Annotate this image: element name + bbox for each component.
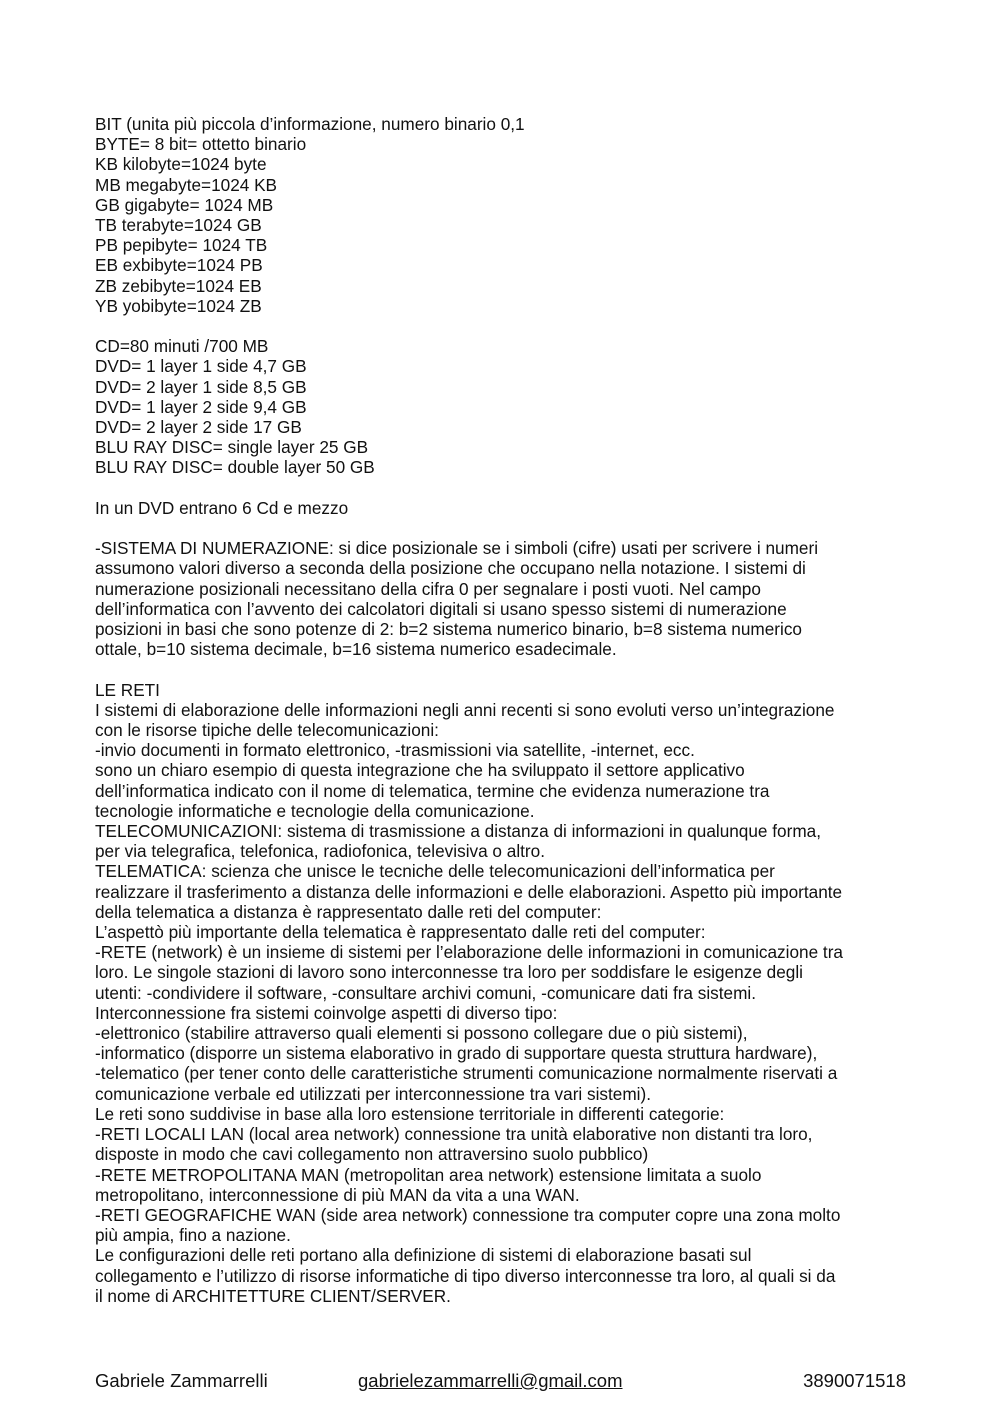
paragraph-line: -informatico (disporre un sistema elaborativo in grado di supportare questa struttura hardware), [95,1043,818,1064]
paragraph-line: il nome di ARCHITETTURE CLIENT/SERVER. [95,1285,451,1306]
paragraph-line: Le reti sono suddivise in base alla loro estensione territoriale in differenti categorie: [95,1103,725,1124]
unit-line-eb: EB exbibyte=1024 PB [95,255,263,276]
author-phone: 3890071518 [803,1370,906,1391]
paragraph-line: dell’informatica indicato con il nome di telematica, termine che evidenza numerazione tra [95,780,770,801]
dvd-note-text: In un DVD entrano 6 Cd e mezzo [95,497,349,518]
unit-line-kb: KB kilobyte=1024 byte [95,154,267,175]
paragraph-line: Interconnessione fra sistemi coinvolge aspetti di diverso tipo: [95,1002,558,1023]
media-line: CD=80 minuti /700 MB [95,336,269,357]
paragraph-line: -RETI GEOGRAFICHE WAN (side area network) connessione tra computer copre una zona molto [95,1204,841,1225]
unit-line-tb: TB terabyte=1024 GB [95,215,262,236]
paragraph-line: -RETI LOCALI LAN (local area network) connessione tra unità elaborative non distanti tra loro, [95,1124,813,1145]
paragraph-line: Le configurazioni delle reti portano alla definizione di sistemi di elaborazione basati sul [95,1245,752,1266]
media-line: BLU RAY DISC= double layer 50 GB [95,457,375,478]
paragraph-line: dell’informatica con l’avvento dei calcolatori digitali si usano spesso sistemi di numerazione [95,598,787,619]
paragraph-line: metropolitano, interconnessione di più MAN da vita a una WAN. [95,1184,580,1205]
paragraph-line: della telematica a distanza è rappresentato dalle reti del computer: [95,901,602,922]
paragraph-line: TELECOMUNICAZIONI: sistema di trasmissione a distanza di informazioni in qualunque forma, [95,821,821,842]
storage-units-list [95,114,915,316]
author-name: Gabriele Zammarrelli [95,1370,268,1391]
paragraph-line: -RETE METROPOLITANA MAN (metropolitan area network) estensione limitata a suolo [95,1164,762,1185]
numeration-paragraph [95,538,915,659]
paragraph-line: utenti: -condividere il software, -consultare archivi comuni, -comunicare dati fra sistemi. [95,982,757,1003]
spacer [95,518,915,538]
paragraph-line: L’aspettò più importante della telematica è rappresentato dalle reti del computer: [95,922,706,943]
author-email-link[interactable]: gabrielezammarrelli@gmail.com [358,1370,623,1391]
paragraph-line: tecnologie informatiche e tecnologie della comunicazione. [95,800,535,821]
media-capacity-list [95,336,915,477]
paragraph-line: disposte in modo che cavi collegamento non attraversino suolo pubblico) [95,1144,649,1165]
paragraph-line: con le risorse tipiche delle telecomunicazioni: [95,720,439,741]
page-footer [95,1369,906,1393]
document-body [95,114,915,1306]
paragraph-line: -RETE (network) è un insieme di sistemi per l’elaborazione delle informazioni in comunicazione tra [95,942,843,963]
unit-line-mb: MB megabyte=1024 KB [95,174,278,195]
media-line: DVD= 2 layer 2 side 17 GB [95,417,302,438]
unit-line-gb: GB gigabyte= 1024 MB [95,194,274,215]
paragraph-line: loro. Le singole stazioni di lavoro sono interconnesse tra loro per soddisfare le esigenze degli [95,962,803,983]
section-heading: LE RETI [95,679,160,700]
paragraph-line: -invio documenti in formato elettronico, -trasmissioni via satellite, -internet, ecc. [95,740,695,761]
unit-line-pb: PB pepibyte= 1024 TB [95,235,268,256]
spacer [95,316,915,336]
paragraph-line: per via telegrafica, telefonica, radiofonica, televisiva o altro. [95,841,545,862]
unit-line-byte: BYTE= 8 bit= ottetto binario [95,134,307,155]
media-line: BLU RAY DISC= single layer 25 GB [95,437,369,458]
paragraph-line: numerazione posizionali necessitano della cifra 0 per segnalare i posti vuoti. Nel campo [95,578,761,599]
paragraph-line: sono un chiaro esempio di questa integrazione che ha sviluppato il settore applicativo [95,760,745,781]
paragraph-line: comunicazione verbale ed utilizzati per interconnessione tra vari sistemi). [95,1083,651,1104]
spacer [95,478,915,498]
paragraph-line: assumono valori diverso a seconda della posizione che occupano nella notazione. I sistemi di [95,558,806,579]
unit-line-bit: BIT (unita più piccola d’informazione, numero binario 0,1 [95,114,525,134]
paragraph-line: -SISTEMA DI NUMERAZIONE: si dice posizionale se i simboli (cifre) usati per scrivere i numeri [95,538,819,559]
media-line: DVD= 2 layer 1 side 8,5 GB [95,376,307,397]
paragraph-line: ottale, b=10 sistema decimale, b=16 sistema numerico esadecimale. [95,639,617,660]
spacer [95,659,915,679]
unit-line-yb: YB yobibyte=1024 ZB [95,295,262,316]
unit-line-zb: ZB zebibyte=1024 EB [95,275,262,296]
media-line: DVD= 1 layer 2 side 9,4 GB [95,396,307,417]
media-line: DVD= 1 layer 1 side 4,7 GB [95,356,307,377]
paragraph-line: più ampia, fino a nazione. [95,1225,291,1246]
dvd-note [95,498,915,518]
paragraph-line: -elettronico (stabilire attraverso quali elementi si possono collegare due o più sistemi), [95,1023,748,1044]
paragraph-line: I sistemi di elaborazione delle informazioni negli anni recenti si sono evoluti verso un’integrazione [95,699,835,720]
paragraph-line: realizzare il trasferimento a distanza delle informazioni e delle elaborazioni. Aspetto più importante [95,881,843,902]
paragraph-line: collegamento e l’utilizzo di risorse informatiche di tipo diverso interconnesse tra loro, al quali si da [95,1265,836,1286]
networks-section [95,680,915,1306]
paragraph-line: TELEMATICA: scienza che unisce le tecniche delle telecomunicazioni dell’informatica per [95,861,775,882]
paragraph-line: posizioni in basi che sono potenze di 2: b=2 sistema numerico binario, b=8 sistema numerico [95,619,802,640]
paragraph-line: -telematico (per tener conto delle caratteristiche strumenti comunicazione normalmente riservati a [95,1063,838,1084]
